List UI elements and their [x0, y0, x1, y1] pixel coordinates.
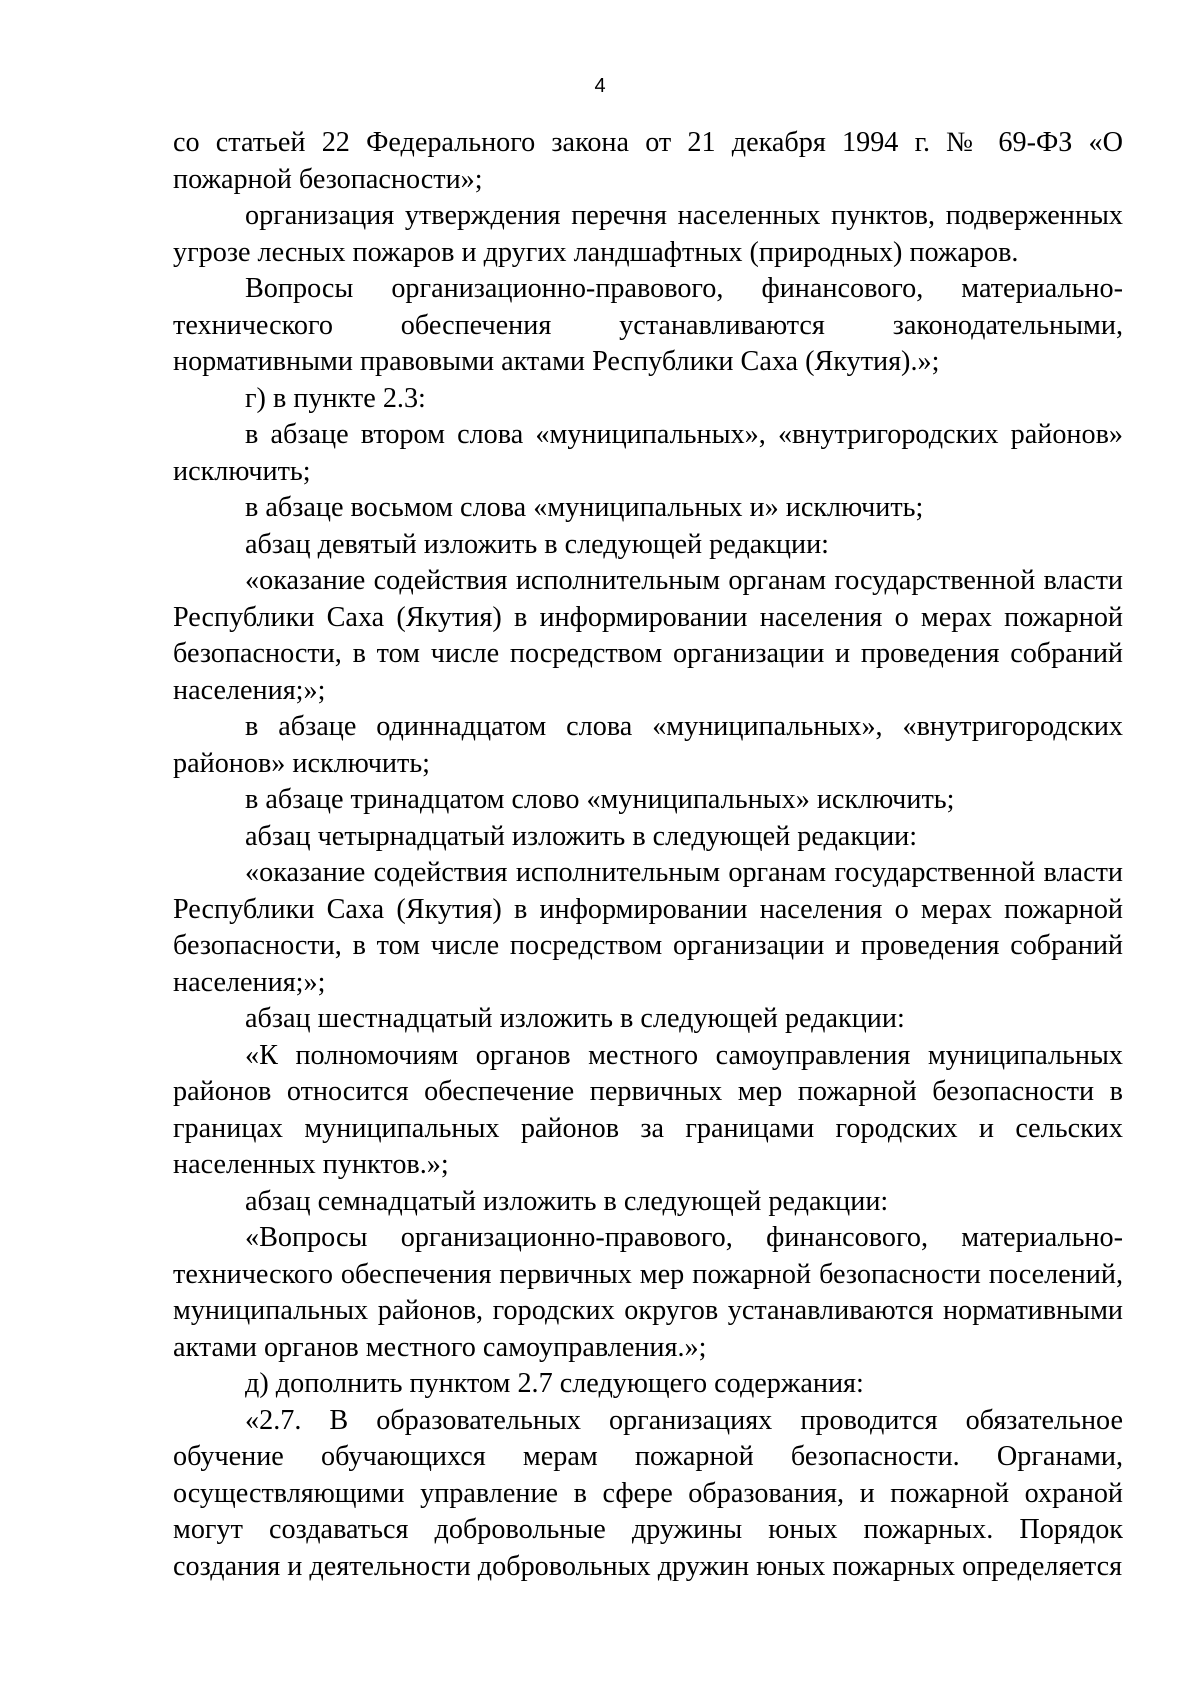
paragraph: абзац шестнадцатый изложить в следующей редакции: — [245, 1003, 905, 1034]
paragraph: организация утверждения перечня населенных пунктов, подверженных угрозе лесных пожаров и других ландшафтных (природных) пожаров. — [173, 200, 1123, 268]
paragraph: со статьей 22 Федерального закона от 21 декабря 1994 г. № 69-ФЗ «О пожарной безопасности»; — [173, 127, 1123, 195]
paragraph: д) дополнить пунктом 2.7 следующего содержания: — [245, 1368, 864, 1399]
paragraph: Вопросы организационно-правового, финансового, материально-технического обеспечения устанавливаются законодательными, нормативными правовыми актами Республики Саха (Якутия).»; — [173, 273, 1123, 377]
paragraph: абзац девятый изложить в следующей редакции: — [245, 528, 830, 560]
document-body — [173, 125, 1123, 1585]
paragraph: «оказание содействия исполнительным органам государственной власти Республики Саха (Якутия) в информировании населения о мерах пожарной безопасности, в том числе посредством организации и проведения собраний населения;»; — [173, 565, 1123, 706]
paragraph: «2.7. В образовательных организациях проводится обязательное обучение обучающихся мерам пожарной безопасности. Органами, осуществляющими управление в сфере образования, и пожарной охраной могут создаваться добровольные дружины юных пожарных. Порядок создания и деятельности добровольных дружин юных пожарных определяется — [173, 1404, 1123, 1582]
paragraph: абзац четырнадцатый изложить в следующей редакции: — [245, 820, 918, 852]
paragraph: абзац семнадцатый изложить в следующей редакции: — [245, 1185, 889, 1217]
paragraph: «Вопросы организационно-правового, финансового, материально-технического обеспечения первичных мер пожарной безопасности поселений, муниципальных районов, городских округов устанавливаются нормативными актами органов местного самоуправления.»; — [173, 1222, 1123, 1363]
paragraph: «К полномочиям органов местного самоуправления муниципальных районов относится обеспечение первичных мер пожарной безопасности в границах муниципальных районов за границами городских и сельских населенных пунктов.»; — [173, 1039, 1123, 1180]
paragraph: г) в пункте 2.3: — [245, 382, 426, 414]
paragraph: в абзаце втором слова «муниципальных», «внутригородских районов» исключить; — [173, 419, 1123, 487]
paragraph: в абзаце восьмом слова «муниципальных и» исключить; — [245, 492, 924, 523]
paragraph: в абзаце тринадцатом слово «муниципальных» исключить; — [245, 784, 955, 815]
paragraph: «оказание содействия исполнительным органам государственной власти Республики Саха (Якутия) в информировании населения о мерах пожарной безопасности, в том числе посредством организации и проведения собраний населения;»; — [173, 857, 1123, 998]
page-number: 4 — [594, 75, 606, 97]
paragraph: в абзаце одиннадцатом слова «муниципальных», «внутригородских районов» исключить; — [173, 711, 1123, 779]
